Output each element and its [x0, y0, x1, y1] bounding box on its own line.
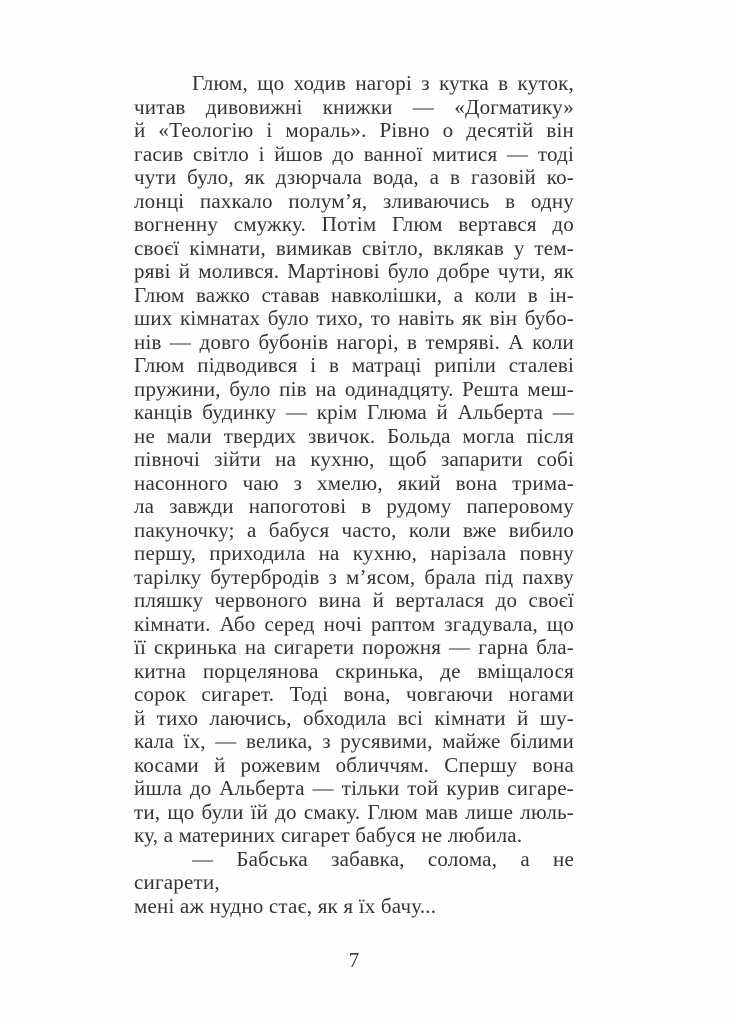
page-number: 7 [348, 948, 360, 972]
text-line: й «Теологію і мораль». Рівно о десятій він [134, 118, 574, 142]
text-line: першу, приходила на кухню, нарізала повну [134, 541, 574, 565]
text-line: косами й рожевим обличчям. Спершу вона [134, 752, 574, 777]
text-line: Глюм підводився і в матраці рипіли сталеві [134, 353, 574, 377]
text-line: гасив світло і йшов до ванної митися — тоді [134, 141, 574, 166]
text-line: китна порцелянова скринька, де вміщалося [134, 658, 574, 683]
text-line: вогненну смужку. Потім Глюм вертався до [134, 212, 574, 236]
text-line: пляшку червоного вина й верталася до своєї [134, 588, 574, 612]
text-line: насонного чаю з хмелю, який вона трима- [134, 470, 574, 495]
text-line: читав дивовижні книжки — «Догматику» [134, 94, 574, 119]
text-line: не мали твердих звичок. Больда могла після [134, 423, 574, 448]
text-line: півночі зійти на кухню, щоб запарити собі [134, 447, 574, 471]
text-line: — Бабська забавка, солома, а не сигарети, [134, 846, 574, 894]
text-line: йшла до Альберта — тільки той курив сигаре- [134, 776, 574, 800]
text-line: канців будинку — крім Глюма й Альберта — [134, 400, 574, 424]
text-line: лонці пахкало полум’я, зливаючись в одну [134, 188, 574, 213]
text-line: тарілку бутербродів з м’ясом, брала під пахву [134, 564, 574, 589]
text-line: чути було, як дзюрчала вода, а в газовій ко- [134, 165, 574, 189]
page-text-block [134, 72, 574, 918]
text-line: кімнати. Або серед ночі раптом згадувала, що [134, 611, 574, 636]
text-line: ку, а материних сигарет бабуся не любила. [134, 823, 523, 847]
text-line: ти, що були їй до смаку. Глюм мав лише люль- [134, 799, 574, 824]
text-line: ших кімнатах було тихо, то навіть як він бубо- [134, 306, 574, 330]
text-line: ряві й молився. Мартінові було добре чути, як [134, 259, 574, 283]
text-line: пакуночку; а бабуся часто, коли вже вибило [134, 517, 574, 542]
text-line: Глюм, що ходив нагорі з кутка в куток, [192, 71, 574, 95]
text-line: й тихо лаючись, обходила всі кімнати й шу- [134, 705, 574, 730]
text-line: кала їх, — велика, з русявими, майже білими [134, 729, 574, 753]
text-line: її скринька на сигарети порожня — гарна бла- [134, 635, 574, 659]
text-line: ла завжди напоготові в рудому паперовому [134, 494, 574, 518]
text-line: пружини, було пів на одинадцяту. Решта меш- [134, 376, 574, 401]
text-line: Глюм важко ставав навколішки, а коли в ін- [134, 282, 574, 307]
text-line: нів — довго бубонів нагорі, в темряві. А коли [134, 329, 574, 354]
text-line: мені аж нудно стає, як я їх бачу... [134, 893, 437, 918]
text-line: своєї кімнати, вимикав світло, вклякав у тем- [134, 235, 574, 260]
text-line: сорок сигарет. Тоді вона, човгаючи ногами [134, 682, 574, 706]
